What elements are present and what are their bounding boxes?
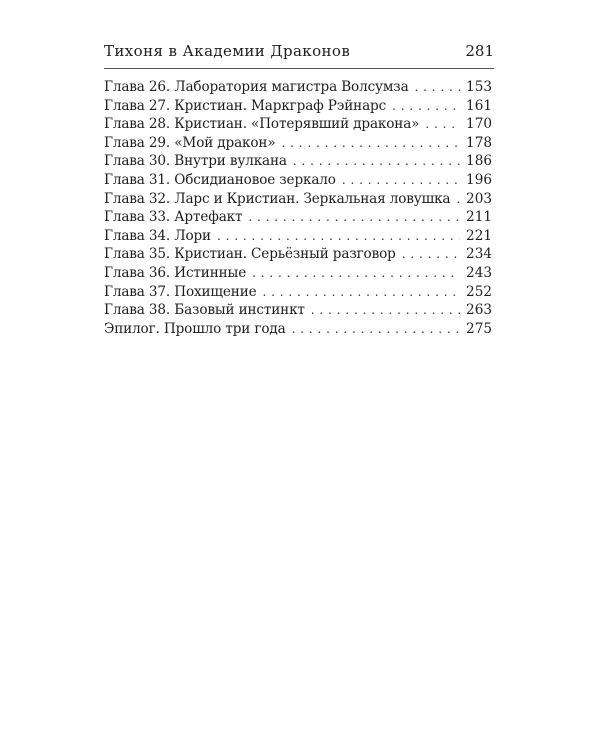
book-title: Тихоня в Академии Драконов <box>104 42 351 60</box>
toc-entry <box>104 190 492 209</box>
toc-dot-leader <box>282 134 461 153</box>
toc-entry-title: Глава 29. «Мой дракон» <box>104 134 276 151</box>
toc-dot-leader <box>248 208 460 227</box>
toc-entry-page: 186 <box>466 153 492 170</box>
toc-dot-leader <box>217 227 460 246</box>
toc-entry-title: Глава 26. Лаборатория магистра Волсумза <box>104 79 409 95</box>
toc-entry-title: Глава 34. Лори <box>104 227 211 244</box>
toc-entry-title: Глава 28. Кристиан. «Потерявший дракона» <box>104 116 420 133</box>
toc-entry-page: 252 <box>466 283 492 300</box>
toc-entry-title: Глава 35. Кристиан. Серьёзный разговор <box>104 246 396 263</box>
toc-entry-page: 275 <box>466 320 492 337</box>
toc-entry <box>104 320 492 339</box>
toc-entry-page: 196 <box>466 171 492 188</box>
toc-entry-page: 203 <box>466 190 492 207</box>
toc-entry <box>104 264 492 283</box>
toc-dot-leader <box>263 283 460 302</box>
toc-entry-page: 221 <box>466 227 492 244</box>
toc-entry-title: Глава 37. Похищение <box>104 283 257 300</box>
toc-entry <box>104 227 492 246</box>
toc-entry <box>104 283 492 302</box>
toc-entry-page: 263 <box>466 302 492 319</box>
toc-dot-leader <box>292 320 460 339</box>
toc-entry-title: Глава 27. Кристиан. Маркграф Рэйнарс <box>104 97 387 114</box>
toc-entry <box>104 78 492 97</box>
toc-dot-leader <box>415 78 460 97</box>
toc-entry-title: Глава 36. Истинные <box>104 264 247 281</box>
toc-dot-leader <box>311 301 460 320</box>
toc-entry-page: 170 <box>466 116 492 133</box>
toc-dot-leader <box>342 171 460 190</box>
toc-dot-leader <box>392 97 460 116</box>
toc-entry <box>104 97 492 116</box>
page-number: 281 <box>465 42 494 60</box>
toc-entry-page: 178 <box>466 134 492 151</box>
toc-entry-title: Эпилог. Прошло три года <box>104 320 286 337</box>
toc-entry-page: 211 <box>466 209 492 226</box>
table-of-contents <box>104 78 492 338</box>
running-head <box>104 40 494 62</box>
toc-entry-page: 243 <box>466 264 492 281</box>
toc-entry-page: 161 <box>466 97 492 114</box>
toc-dot-leader <box>425 115 460 134</box>
toc-entry-title: Глава 32. Ларс и Кристиан. Зеркальная ловушка <box>104 190 451 207</box>
toc-entry <box>104 115 492 134</box>
toc-entry <box>104 245 492 264</box>
toc-entry-page: 234 <box>466 246 492 263</box>
toc-entry-title: Глава 33. Артефакт <box>104 209 243 226</box>
toc-entry <box>104 152 492 171</box>
toc-entry-title: Глава 30. Внутри вулкана <box>104 153 287 170</box>
toc-entry-title: Глава 31. Обсидиановое зеркало <box>104 171 336 188</box>
toc-dot-leader <box>402 245 460 264</box>
toc-dot-leader <box>293 152 460 171</box>
header-rule <box>104 68 494 69</box>
toc-entry <box>104 301 492 320</box>
toc-dot-leader <box>252 264 460 283</box>
toc-entry <box>104 134 492 153</box>
toc-entry <box>104 171 492 190</box>
toc-entry-page: 153 <box>466 79 492 95</box>
toc-entry-title: Глава 38. Базовый инстинкт <box>104 302 305 319</box>
toc-entry <box>104 208 492 227</box>
toc-dot-leader <box>456 190 460 209</box>
